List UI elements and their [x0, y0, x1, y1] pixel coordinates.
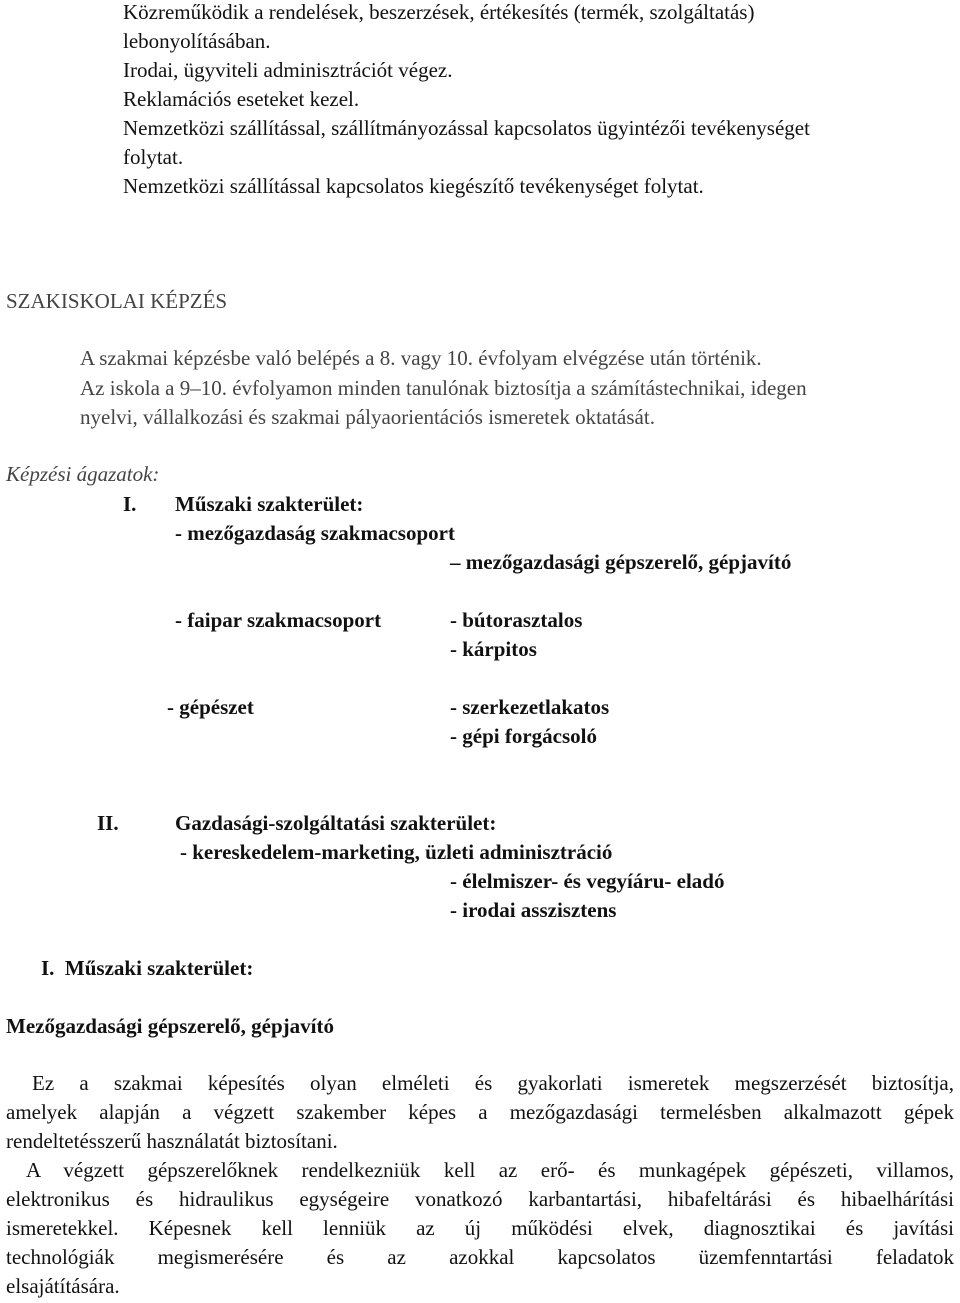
paragraph-line: elektronikus és hidraulikus egységeire vonatkozó karbantartási, hibafeltárási és hibaelhárítási: [6, 1187, 954, 1211]
group-item: - gépi forgácsoló: [450, 724, 597, 748]
group-item: - irodai asszisztens: [450, 898, 617, 922]
paragraph-line: rendeltetésszerű használatát biztosítani.: [6, 1129, 338, 1153]
paragraph-line: A végzett gépszerelőknek rendelkezniük kell az erő- és munkagépek gépészeti, villamos,: [26, 1158, 954, 1182]
list-item: Irodai, ügyviteli adminisztrációt végez.: [123, 58, 453, 82]
detail-subheading: Mezőgazdasági gépszerelő, gépjavító: [6, 1014, 334, 1038]
group-heading: - faipar szakmacsoport: [175, 608, 382, 632]
group-heading: - kereskedelem-marketing, üzleti adminisztráció: [180, 840, 613, 864]
branches-heading: Képzési ágazatok:: [6, 462, 160, 486]
intro-line: Az iskola a 9–10. évfolyamon minden tanulónak biztosítja a számítástechnikai, idegen: [80, 376, 807, 400]
paragraph-line: elsajátítására.: [6, 1274, 120, 1298]
section-heading: SZAKISKOLAI KÉPZÉS: [6, 289, 228, 313]
paragraph-line: ismeretekkel. Képesnek kell lenniük az új működési elvek, diagnosztikai és javítási: [6, 1216, 954, 1240]
group-heading: - gépészet: [167, 695, 254, 719]
paragraph-line: Ez a szakmai képesítés olyan elméleti és gyakorlati ismeretek megszerzését biztosítja,: [32, 1071, 954, 1095]
list-item: Közreműködik a rendelések, beszerzések, értékesítés (termék, szolgáltatás): [123, 0, 755, 24]
detail-heading: I. Műszaki szakterület:: [41, 956, 254, 980]
paragraph-line: technológiák megismerésére és az azokkal kapcsolatos üzemfenntartási feladatok: [6, 1245, 954, 1269]
branch-title: Műszaki szakterület:: [175, 492, 364, 516]
list-item: Nemzetközi szállítással, szállítmányozással kapcsolatos ügyintézői tevékenységet: [123, 116, 810, 140]
group-item: - kárpitos: [450, 637, 537, 661]
intro-line: A szakmai képzésbe való belépés a 8. vagy 10. évfolyam elvégzése után történik.: [80, 346, 762, 370]
group-item: – mezőgazdasági gépszerelő, gépjavító: [450, 550, 792, 574]
group-item: - bútorasztalos: [450, 608, 583, 632]
list-item: Nemzetközi szállítással kapcsolatos kiegészítő tevékenységet folytat.: [123, 174, 704, 198]
intro-line: nyelvi, vállalkozási és szakmai pályaorientációs ismeretek oktatását.: [80, 405, 655, 429]
list-item: Reklamációs eseteket kezel.: [123, 87, 360, 111]
paragraph-line: amelyek alapján a végzett szakember képes a mezőgazdasági termelésben alkalmazott gépek: [6, 1100, 954, 1124]
group-heading: - mezőgazdaság szakmacsoport: [175, 521, 455, 545]
list-item: folytat.: [123, 145, 184, 169]
branch-numeral: I.: [123, 492, 137, 516]
list-item: lebonyolításában.: [123, 29, 271, 53]
branch-numeral: II.: [97, 811, 119, 835]
branch-title: Gazdasági-szolgáltatási szakterület:: [175, 811, 497, 835]
group-item: - szerkezetlakatos: [450, 695, 610, 719]
group-item: - élelmiszer- és vegyíáru- eladó: [450, 869, 725, 893]
